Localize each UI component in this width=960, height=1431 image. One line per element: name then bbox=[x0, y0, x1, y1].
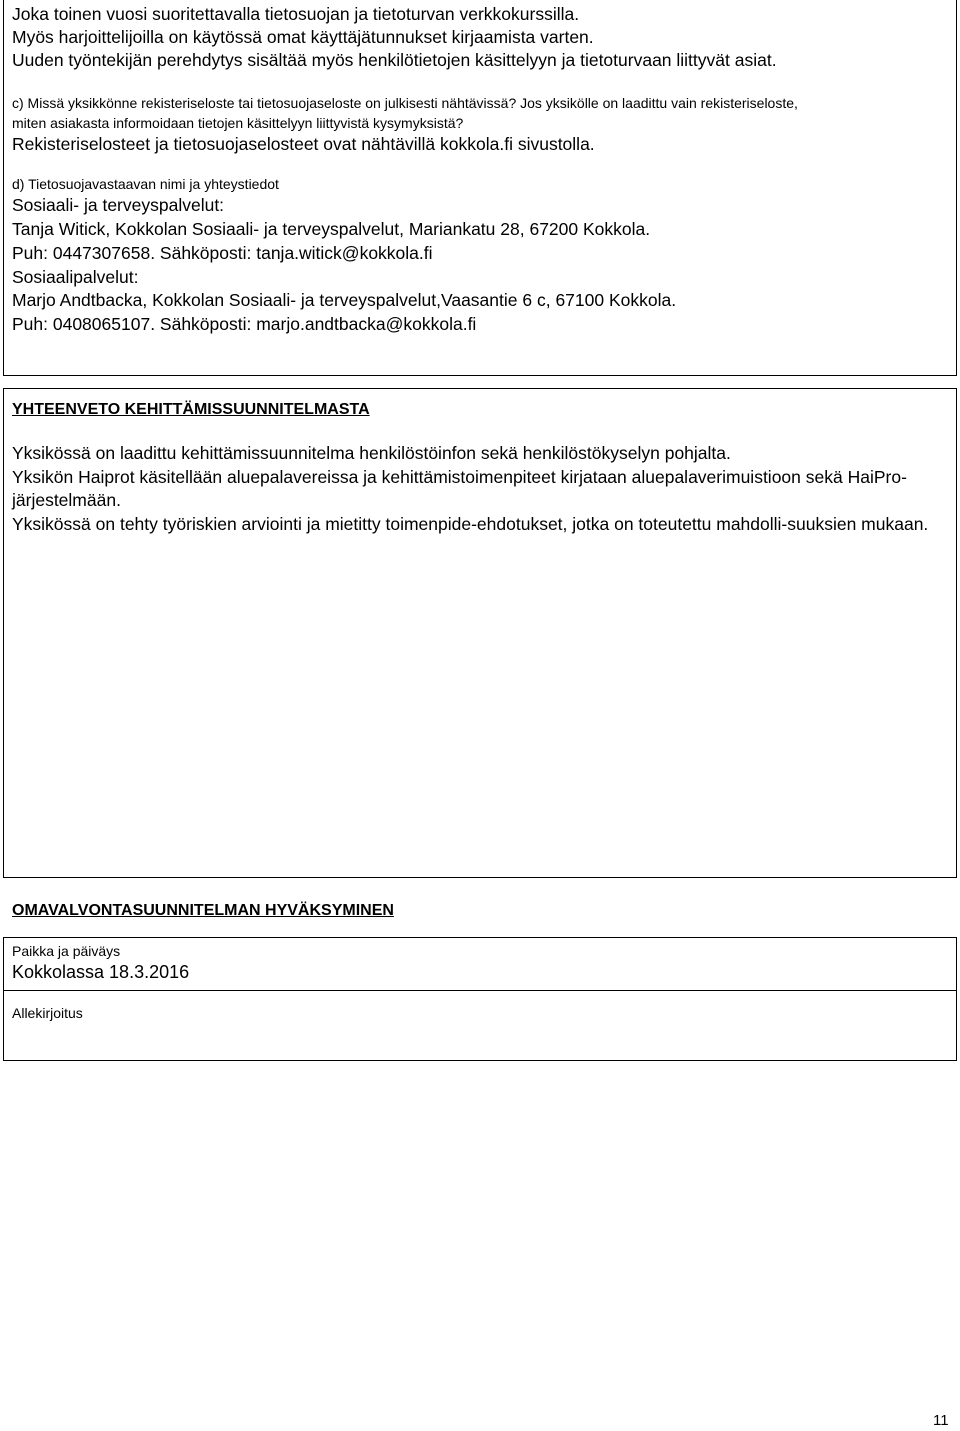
question-c-line-2: miten asiakasta informoidaan tietojen käsittelyyn liittyvistä kysymyksistä? bbox=[12, 115, 464, 131]
question-c-line-1: c) Missä yksikkönne rekisteriseloste tai tietosuojaseloste on julkisesti nähtävissä? Jos yksikölle on laadittu vain rekisteriseloste, bbox=[12, 95, 798, 111]
summary-heading: YHTEENVETO KEHITTÄMISSUUNNITELMASTA bbox=[12, 401, 370, 418]
answer-d-line-4: Sosiaalipalvelut: bbox=[12, 267, 139, 287]
intro-line-1: Joka toinen vuosi suoritettavalla tietosuojan ja tietoturvan verkkokurssilla. bbox=[12, 4, 580, 24]
answer-d-line-5: Marjo Andtbacka, Kokkolan Sosiaali- ja terveyspalvelut,Vaasantie 6 c, 67100 Kokkola. bbox=[12, 290, 677, 310]
summary-paragraph-3: Yksikössä on tehty työriskien arviointi ja mietitty toimenpide-ehdotukset, jotka on toteutettu mahdolli-suuksien mukaan. bbox=[12, 513, 929, 534]
page-number: 11 bbox=[933, 1412, 949, 1429]
question-d: d) Tietosuojavastaavan nimi ja yhteystiedot bbox=[12, 176, 279, 192]
intro-line-3: Uuden työntekijän perehdytys sisältää myös henkilötietojen käsittelyyn ja tietoturvaan liittyvät asiat. bbox=[12, 50, 777, 70]
answer-d-line-1: Sosiaali- ja terveyspalvelut: bbox=[12, 195, 225, 215]
place-date-value: Kokkolassa 18.3.2016 bbox=[12, 962, 190, 982]
summary-text bbox=[12, 442, 944, 536]
place-date-box bbox=[3, 937, 957, 1061]
approval-heading: OMAVALVONTASUUNNITELMAN HYVÄKSYMINEN bbox=[12, 902, 394, 919]
intro-line-2: Myös harjoittelijoilla on käytössä omat käyttäjätunnukset kirjaamista varten. bbox=[12, 27, 594, 47]
answer-d-line-3: Puh: 0447307658. Sähköposti: tanja.witick@kokkola.fi bbox=[12, 243, 433, 263]
answer-c: Rekisteriselosteet ja tietosuojaselosteet ovat nähtävillä kokkola.fi sivustolla. bbox=[12, 134, 595, 154]
place-date-label: Paikka ja päiväys bbox=[12, 943, 121, 959]
signature-divider bbox=[3, 990, 957, 991]
summary-paragraph-2: Yksikön Haiprot käsitellään aluepalavereissa ja kehittämistoimenpiteet kirjataan aluepalaverimuistioon sekä HaiPro- järjestelmään. bbox=[12, 466, 907, 510]
answer-d-line-2: Tanja Witick, Kokkolan Sosiaali- ja terveyspalvelut, Mariankatu 28, 67200 Kokkola. bbox=[12, 219, 651, 239]
summary-paragraph-1: Yksikössä on laadittu kehittämissuunnitelma henkilöstöinfon sekä henkilöstökyselyn pohjalta. bbox=[12, 443, 731, 463]
signature-label: Allekirjoitus bbox=[12, 1005, 83, 1021]
answer-d-line-6: Puh: 0408065107. Sähköposti: marjo.andtbacka@kokkola.fi bbox=[12, 314, 477, 334]
